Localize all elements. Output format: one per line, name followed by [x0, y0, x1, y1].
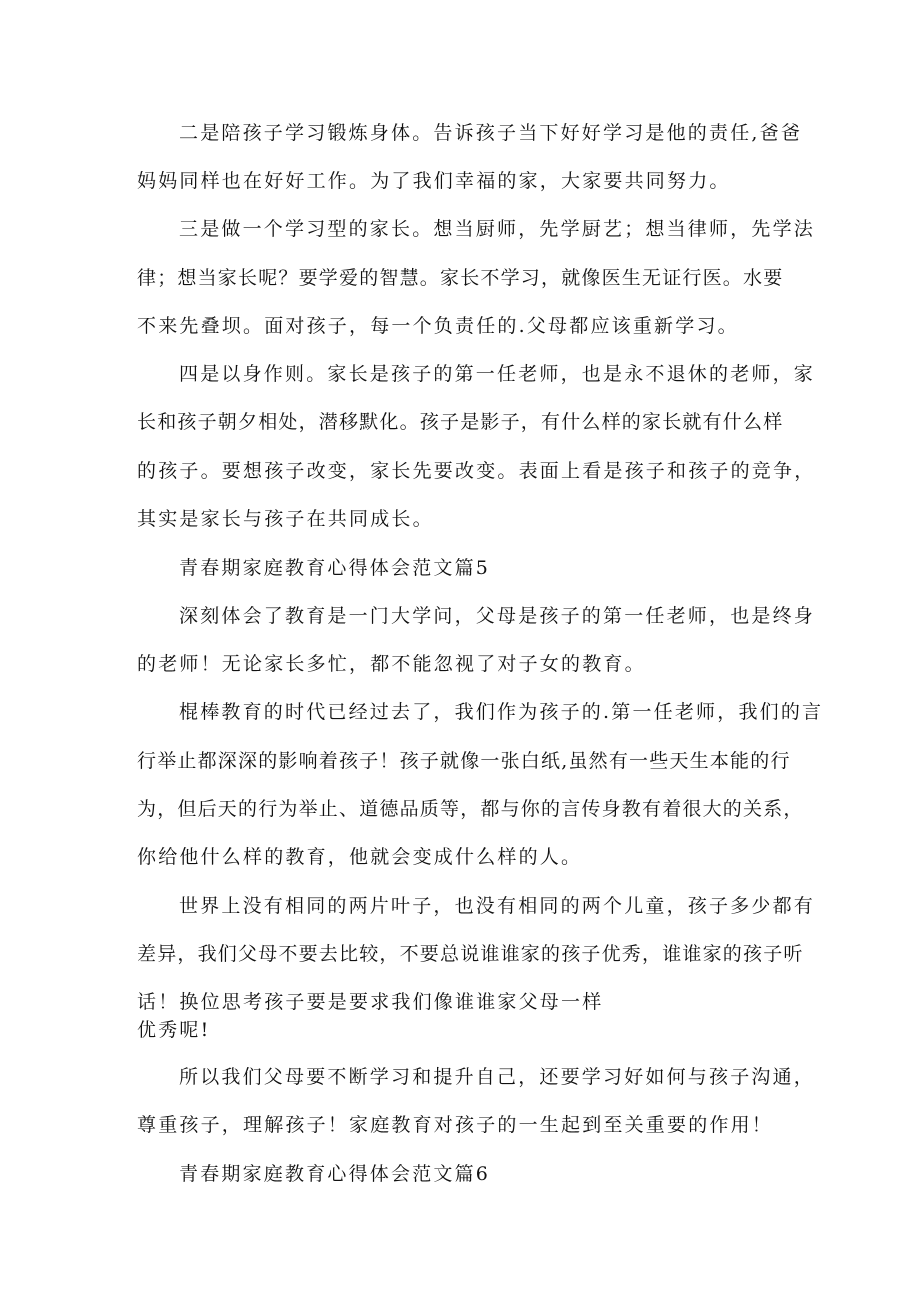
paragraph-line: 长和孩子朝夕相处，潜移默化。孩子是影子，有什么样的家长就有什么样	[137, 411, 784, 433]
paragraph-line: 四是以身作则。家长是孩子的第一任老师，也是永不退休的老师，家	[179, 363, 816, 385]
paragraph-line: 其实是家长与孩子在共同成长。	[137, 508, 434, 530]
paragraph-line: 律；想当家长呢？要学爱的智慧。家长不学习，就像医生无证行医。水要	[137, 267, 784, 289]
paragraph-line: 你给他什么样的教育，他就会变成什么样的人。	[137, 846, 583, 868]
paragraph-line: 深刻体会了教育是一门大学问，父母是孩子的第一任老师，也是终身	[179, 605, 816, 627]
paragraph-line: 所以我们父母要不断学习和提升自己，还要学习好如何与孩子沟通，	[179, 1066, 816, 1088]
paragraph-line: 差异，我们父母不要去比较，不要总说谁谁家的孩子优秀，谁谁家的孩子听	[137, 943, 804, 965]
paragraph-line: 不来先叠坝。面对孩子，每一个负责任的.父母都应该重新学习。	[137, 315, 739, 337]
section-heading: 青春期家庭教育心得体会范文篇6	[179, 1163, 491, 1185]
paragraph-line: 三是做一个学习型的家长。想当厨师，先学厨艺；想当律师，先学法	[179, 218, 816, 240]
paragraph-line: 的孩子。要想孩子改变，家长先要改变。表面上看是孩子和孩子的竞争，	[137, 460, 816, 482]
paragraph-line: 行举止都深深的影响着孩子！孩子就像一张白纸,虽然有一些天生本能的行	[137, 750, 791, 772]
paragraph-line: 世界上没有相同的两片叶子，也没有相同的两个儿童，孩子多少都有	[179, 895, 816, 917]
paragraph-line: 尊重孩子，理解孩子！家庭教育对孩子的一生起到至关重要的作用！	[137, 1114, 774, 1136]
paragraph-line: 棍棒教育的时代已经过去了，我们作为孩子的.第一任老师，我们的言	[179, 701, 824, 723]
paragraph-line: 话！换位思考孩子要是要求我们像谁谁家父母一样	[137, 991, 604, 1013]
paragraph-line: 的老师！无论家长多忙，都不能忽视了对子女的教育。	[137, 653, 646, 675]
section-heading: 青春期家庭教育心得体会范文篇5	[179, 557, 491, 579]
paragraph-line: 为，但后天的行为举止、道德品质等，都与你的言传身教有着很大的关系，	[137, 798, 804, 820]
paragraph-line: 妈妈同样也在好好工作。为了我们幸福的家，大家要共同努力。	[137, 170, 731, 192]
paragraph-line: 二是陪孩子学习锻炼身体。告诉孩子当下好好学习是他的责任,爸爸	[179, 122, 803, 144]
paragraph-line: 优秀呢!	[137, 1019, 211, 1041]
